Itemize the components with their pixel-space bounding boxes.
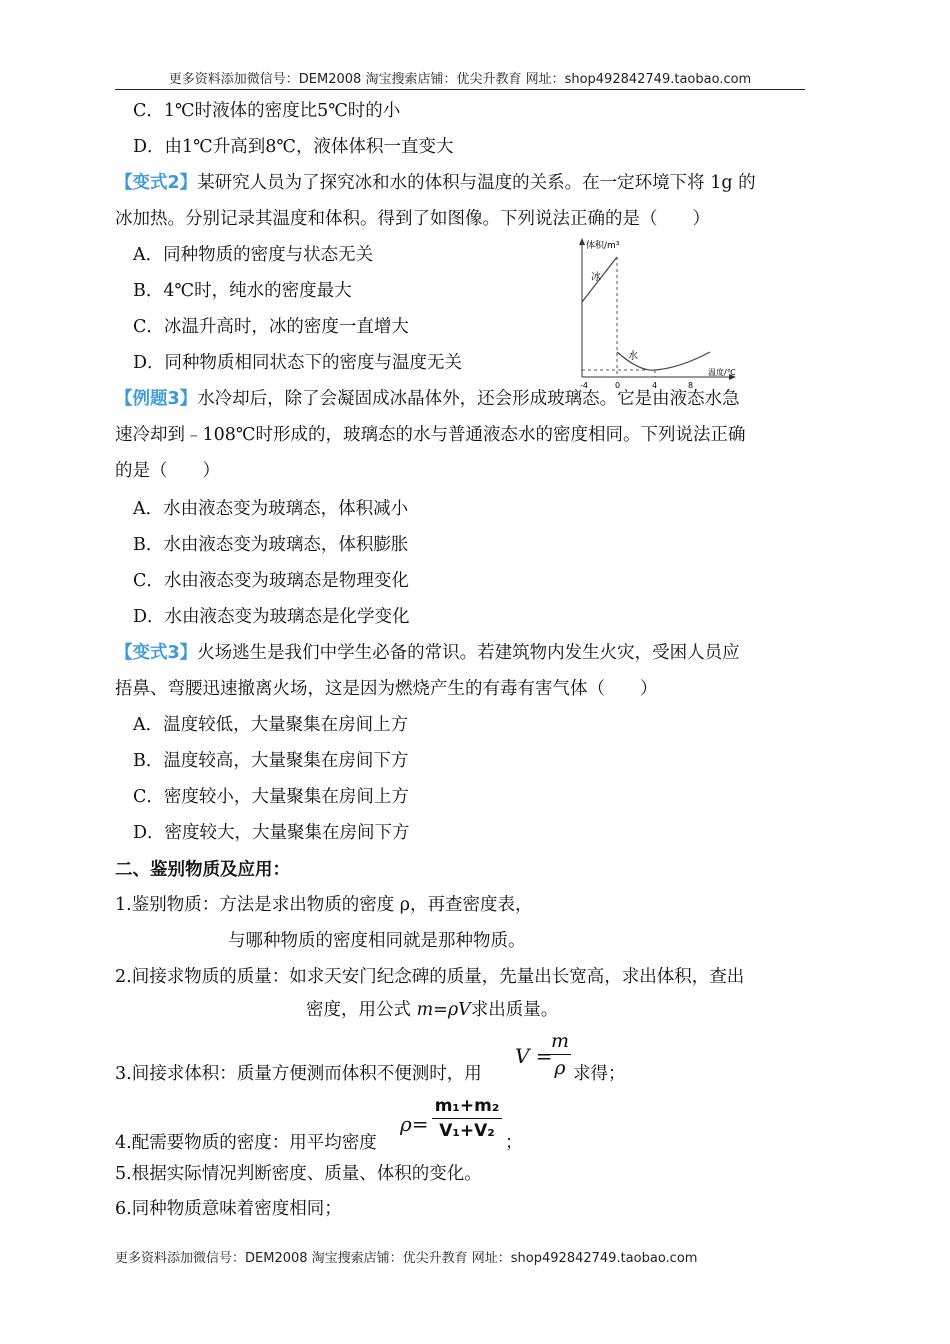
bianshi3-tag: 【变式3】 [115, 643, 198, 663]
section2-p2b-pre: 密度，用公式 [306, 1000, 417, 1020]
density-formula-denominator: V₁+V₂ [439, 1121, 495, 1141]
liti3-option-c: C．水由液态变为玻璃态是物理变化 [133, 571, 409, 591]
bianshi2-option-a: A．同种物质的密度与状态无关 [133, 245, 374, 265]
section2-p1b: 与哪种物质的密度相同就是那种物质。 [228, 931, 526, 951]
prev-option-d: D．由1℃升高到8℃，液体体积一直变大 [133, 137, 454, 157]
fraction-bar [432, 1118, 502, 1119]
liti3-option-b: B．水由液态变为玻璃态，体积膨胀 [133, 535, 409, 555]
bianshi2-stem1: 某研究人员为了探究冰和水的体积与温度的关系。在一定环境下将 1g 的 [197, 173, 756, 193]
bianshi2-stem-line2: 冰加热。分别记录其温度和体积。得到了如图像。下列说法正确的是（ ） [115, 209, 710, 229]
liti3-stem-line1 [115, 387, 740, 411]
prev-option-c: C．1℃时液体的密度比5℃时的小 [133, 101, 401, 121]
section2-p1a: 1.鉴别物质：方法是求出物质的密度 ρ，再查密度表， [115, 895, 533, 915]
graph-tick-8: 8 [688, 381, 694, 390]
liti3-stem-line3: 的是（ ） [115, 461, 220, 481]
bianshi2-option-c: C．冰温升高时，冰的密度一直增大 [133, 317, 409, 337]
density-formula-lhs: ρ= [400, 1112, 429, 1136]
bianshi3-option-b: B．温度较高，大量聚集在房间下方 [133, 751, 409, 771]
graph-tick-neg4: -4 [580, 381, 588, 390]
volume-temperature-graph [560, 232, 740, 390]
volume-formula-lhs: V = [515, 1044, 553, 1068]
header-divider [115, 89, 805, 90]
bianshi2-option-b: B．4℃时，纯水的密度最大 [133, 281, 352, 301]
bianshi2-tag: 【变式2】 [115, 173, 198, 193]
graph-y-arrow [579, 238, 585, 245]
graph-water-label: 水 [628, 351, 638, 362]
volume-formula-fraction [549, 1030, 571, 1079]
fraction-bar [549, 1054, 571, 1055]
bianshi3-stem1: 火场逃生是我们中学生必备的常识。若建筑物内发生火灾，受困人员应 [197, 643, 740, 663]
section2-p2b-post: 求出质量。 [470, 1000, 559, 1020]
mass-formula: m=ρV [416, 1000, 471, 1020]
section2-p4-post: ； [505, 1133, 523, 1153]
liti3-tag: 【例题3】 [115, 389, 198, 409]
page-header: 更多资料添加微信号：DEM2008 淘宝搜索店铺：优尖升教育 网址：shop492842749.taobao.com [168, 72, 752, 87]
page-footer: 更多资料添加微信号：DEM2008 淘宝搜索店铺：优尖升教育 网址：shop492842749.taobao.com [115, 1251, 698, 1266]
bianshi2-option-d: D．同种物质相同状态下的密度与温度无关 [133, 353, 463, 373]
liti3-option-d: D．水由液态变为玻璃态是化学变化 [133, 607, 410, 627]
bianshi3-stem-line1 [115, 641, 740, 665]
section2-p2a: 2.间接求物质的质量：如求天安门纪念碑的质量，先量出长宽高，求出体积，查出 [115, 967, 745, 987]
section2-p3-pre: 3.间接求体积：质量方便测而体积不便测时，用 [115, 1064, 482, 1084]
density-formula-numerator: m₁+m₂ [434, 1096, 500, 1116]
bianshi3-option-c: C．密度较小，大量聚集在房间上方 [133, 787, 409, 807]
section2-p3-post: 求得； [573, 1064, 626, 1084]
density-formula-fraction [432, 1096, 502, 1141]
graph-x-label: 温度/℃ [708, 368, 736, 377]
section2-title: 二、鉴别物质及应用： [115, 860, 290, 880]
graph-ice-label: 冰 [591, 272, 601, 283]
volume-formula-numerator: m [550, 1030, 570, 1052]
graph-tick-0: 0 [615, 381, 621, 390]
graph-tick-4: 4 [652, 381, 658, 390]
bianshi3-option-d: D．密度较大，大量聚集在房间下方 [133, 823, 410, 843]
liti3-stem1: 水冷却后，除了会凝固成冰晶体外，还会形成玻璃态。它是由液态水急 [197, 389, 740, 409]
section2-p4-pre: 4.配需要物质的密度：用平均密度 [115, 1133, 377, 1153]
graph-y-label: 体积/m³ [586, 241, 620, 251]
bianshi3-option-a: A．温度较低，大量聚集在房间上方 [133, 715, 409, 735]
liti3-stem-line2: 速冷却到﹣108℃时形成的，玻璃态的水与普通液态水的密度相同。下列说法正确 [115, 425, 746, 445]
section2-p5: 5.根据实际情况判断密度、质量、体积的变化。 [115, 1164, 482, 1184]
bianshi2-stem-line1 [115, 171, 756, 195]
bianshi3-stem-line2: 捂鼻、弯腰迅速撤离火场，这是因为燃烧产生的有毒有害气体（ ） [115, 679, 658, 699]
section2-p2b [306, 998, 558, 1022]
liti3-option-a: A．水由液态变为玻璃态，体积减小 [133, 499, 409, 519]
section2-p6: 6.同种物质意味着密度相同； [115, 1199, 342, 1219]
volume-formula-denominator: ρ [554, 1057, 566, 1079]
